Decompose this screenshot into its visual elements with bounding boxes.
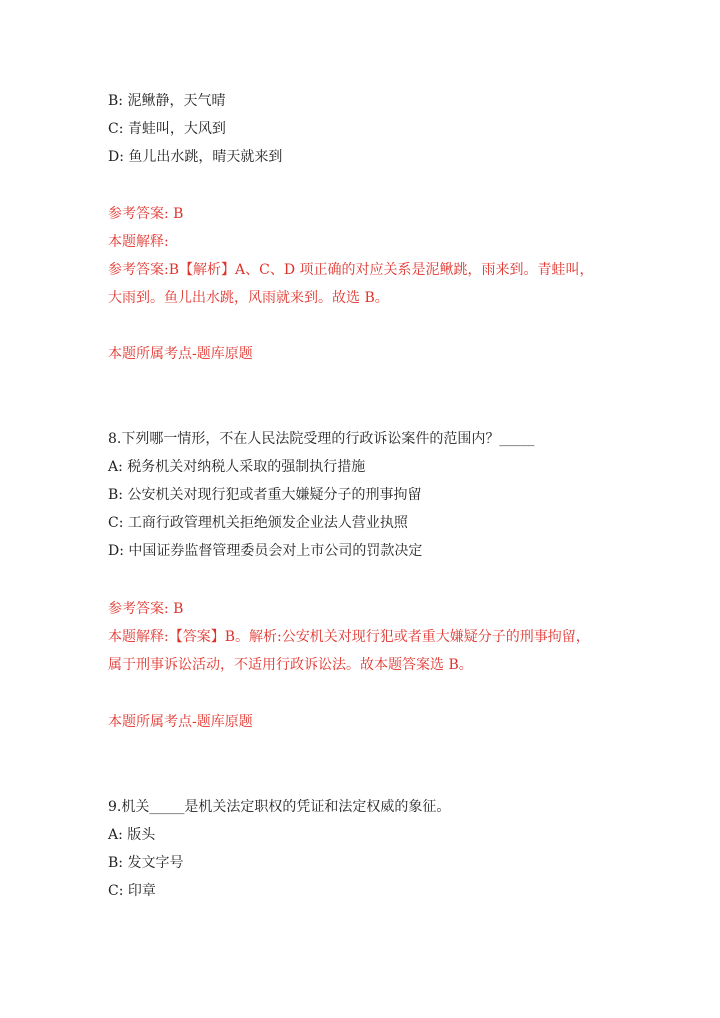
q9-option-c: C: 印章 (108, 883, 156, 899)
q7-explanation-line2: 大雨到。鱼儿出水跳，风雨就来到。故选 B。 (108, 290, 389, 306)
q7-answer: 参考答案: B (108, 206, 184, 222)
q8-answer: 参考答案: B (108, 601, 184, 617)
q8-option-a: A: 税务机关对纳税人采取的强制执行措施 (108, 459, 366, 475)
q8-knowledge-point: 本题所属考点-题库原题 (108, 714, 253, 730)
q7-explanation-line1: 参考答案:B【解析】A、C、D 项正确的对应关系是泥鳅跳，雨来到。青蛙叫， (108, 262, 594, 278)
q7-option-d: D: 鱼儿出水跳，晴天就来到 (108, 149, 283, 165)
q7-option-c: C: 青蛙叫，大风到 (108, 121, 226, 137)
q8-question: 8.下列哪一情形，不在人民法院受理的行政诉讼案件的范围内？_____ (108, 431, 535, 447)
q9-option-a: A: 版头 (108, 827, 156, 843)
q8-explanation-line2: 属于刑事诉讼活动，不适用行政诉讼法。故本题答案选 B。 (108, 657, 473, 673)
q7-option-b: B: 泥鳅静，天气晴 (108, 93, 226, 109)
q8-option-c: C: 工商行政管理机关拒绝颁发企业法人营业执照 (108, 515, 408, 531)
q8-option-b: B: 公安机关对现行犯或者重大嫌疑分子的刑事拘留 (108, 487, 422, 503)
q9-option-b: B: 发文字号 (108, 855, 184, 871)
q8-explanation-line1: 本题解释:【答案】B。解析:公安机关对现行犯或者重大嫌疑分子的刑事拘留， (108, 629, 590, 645)
q7-knowledge-point: 本题所属考点-题库原题 (108, 346, 253, 362)
q7-explanation-label: 本题解释: (108, 234, 169, 250)
q9-question: 9.机关_____是机关法定职权的凭证和法定权威的象征。 (108, 799, 451, 815)
q8-option-d: D: 中国证券监督管理委员会对上市公司的罚款决定 (108, 543, 423, 559)
